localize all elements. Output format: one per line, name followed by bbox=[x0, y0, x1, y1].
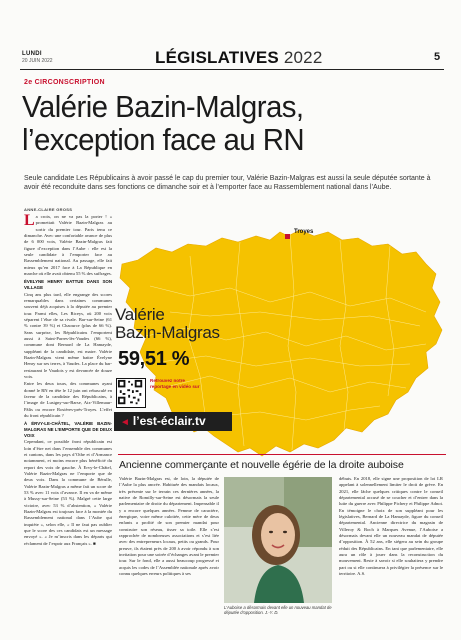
paragraph-4: Cependant, ce possible front républicain est loin d’être net dans l’ensemble des communes et cantons, dans les pays d’Othe et d’Armance notamment, et moins encore plus bénéficié du report des voix de gauche. À Ervy-le-Châtel, Valérie Bazin-Malgras ne l’emporte que de deux voix. Dans la commune de Bérulle, Valérie Bazin-Malgras a même fait un score de 53 % avec 11 voix d’avance. Il en va de même à Mussy-sur-Seine (53 %). Malgré cette large victoire, avec 53 % d’abstention, « Valérie Bazin-Malgras est toujours face à la montée du Rassemblement national dans l’Aube qui inquiète », selon elle, « Il ne faut pas oublier que le score des ces candidats est un message envoyé ». « Je m’inscris dans les départs qui réclament de l’espoir aux Français ». ■ bbox=[24, 439, 112, 546]
subhead-1: ÉVELYNE HENRY BATTUE DANS SON VILLAGE bbox=[24, 279, 112, 290]
header-date: 20 JUIN 2022 bbox=[22, 58, 53, 64]
headline-line-1: Valérie Bazin-Malgras, bbox=[22, 89, 304, 124]
sidebar-article-col-1: Valérie Bazin-Malgras est, de loin, la députée de l’Aube la plus ancrée. Habituée des mandats locaux, très présente sur le terrain ces dernières années, la native de Romilly-sur-Seine est désormais la seule parlementaire de droite du département. Impensable il y a encore quelques années. Femme de caractère, énergique, voire même culottée, cette mère de deux enfants a profité de son premier mandat pour construire son réseau, tisser sa toile. Elle s’est rapprochée de nombreuses associations et s’est liée avec des entrepreneurs locaux, petits ou grands. Pour preuve, ils étaient près de 200 à avoir répondu à son invitation pour une soirée d’échanges avant le premier tour. Sur le fond, elle a aussi beaucoup progressé et acquis les codes de l’Assemblée nationale après avoir connu quelques erreurs politiques à ses bbox=[119, 476, 219, 576]
result-percentage: 59,51 % bbox=[118, 348, 190, 370]
page-number: 5 bbox=[434, 51, 441, 63]
sidebar-article-rule bbox=[118, 454, 446, 455]
headline-line-2: l’exception face au RN bbox=[22, 122, 305, 158]
portrait-photo bbox=[224, 477, 332, 603]
arrow-icon: ◄ bbox=[120, 417, 130, 428]
intro-text: a croix, on ne va pas la porter ! » promettait Valérie Bazin-Malgras au sortir du premier tour. Paris tenu ce dimanche. Avec une confortable avance de plus de 6 000 voix, Valérie Bazin-Malgras fait figure d’exception dans l’Aube : elle est la seule candidate à l’emporter face au Rassemblement national. Au passage, elle fait mieux qu’en 2017 face à La République en marche où elle avait obtenu 55 % des suffrages. bbox=[24, 214, 112, 276]
troyes-marker bbox=[285, 234, 290, 239]
paragraph-2: Cinq ans plus tard, elle engrange des scores remarquables dans certaines communes souvent déjà acquises à la députée au premier tour. Parmi elles, Les Riceys, où 200 voix séparent l’élue de sa rivale. Bar-sur-Seine (61 % contre 39 %) et Chaource (plus de 66 %). Sans surprise, les Républicains l’emportent aussi à Saint-Parres-lès-Vaudes (66 %), commune dont Bernard de La Hamayde, suppléant de la candidate, est maire. Valérie Bazin-Malgras vient même battre Évelyne Henry sur ses terres, à Vaudes. La place du bar-restaurant le Vaudois y est devancée de douze voix. bbox=[24, 291, 112, 379]
candidate-last-name: Bazin-Malgras bbox=[115, 322, 220, 342]
main-article-body bbox=[24, 214, 112, 548]
paragraph-3: Entre les deux tours, des communes ayant donné le RN en tête le 12 juin ont rebasculé en faveur de la candidate des Républicains, à l’image de Lusigny-sur-Barse, Aix-Villemaur-Pâlis ou encore Rosières-près-Troyes. L’effet du front républicain ? bbox=[24, 381, 112, 418]
byline: ANNE-CLAIRE GROSS bbox=[24, 207, 73, 212]
drop-cap: L bbox=[24, 212, 35, 229]
headline bbox=[22, 90, 421, 157]
subhead-2: À ÉRVY-LE-CHÂTEL, VALÉRIE BAZIN-MALGRAS NE L’EMPORTE QUE DE DEUX VOIX bbox=[24, 421, 112, 438]
section-main: LÉGISLATIVES bbox=[155, 48, 279, 67]
kicker: 2e CIRCONSCRIPTION bbox=[24, 79, 105, 86]
header-rule bbox=[20, 69, 444, 70]
qr-code[interactable] bbox=[116, 378, 146, 408]
promo-text: Retrouvez notre reportage en vidéo sur bbox=[150, 378, 200, 389]
sidebar-article-title: Ancienne commerçante et nouvelle égérie de la droite auboise bbox=[119, 459, 404, 471]
chapo: Seule candidate Les Républicains à avoir passé le cap du premier tour, Valérie Bazin-Malgras est aussi la seule députée sortante à avoir été reconduite dans ses fonctions ce dimanche soir et à l’emporter face au Rassemblement national dans l’Aube. bbox=[24, 175, 431, 192]
troyes-label: Troyes bbox=[294, 229, 314, 235]
intro-paragraph bbox=[24, 214, 112, 277]
section-title bbox=[155, 48, 323, 68]
section-year: 2022 bbox=[283, 48, 323, 67]
promo-logo-text: l’est-éclair.tv bbox=[132, 414, 206, 428]
candidate-name bbox=[115, 306, 220, 342]
header-day: LUNDI bbox=[22, 51, 42, 57]
candidate-first-name: Valérie bbox=[115, 305, 165, 324]
sidebar-article-col-3: débuts. En 2018, elle signe une proposition de loi LR appelant à solennellement limiter le droit de grève. En 2021, elle lâche quelques critiques contre le conseil départemental accusé de se coucher et d’entrer dans la lutte du guerre avec Philippe Pichery et Philippe Adnot. En témoigne le choix de son suppléant pour les législatives, Bernard de La Hamayde, figure du conseil départemental. Ancienne directrice du magasin de Villeroy & Boch à Marques Avenue, l’Auboise a désormais devant elle un nouveau mandat de députée d’opposition. À 52 ans, elle siégera au sein du groupe réduit des Républicains. En tant que parlementaire, elle aura un rôle à jouer dans la reconstruction du mouvement. Reste à savoir si elle souhaitera y prendre part ou si elle continuera à privilégier la présence sur le territoire. A.S. bbox=[339, 476, 443, 576]
photo-caption: L’Auboise a désormais devant elle un nouveau mandat de députée d’opposition. J.-Y. D. bbox=[224, 605, 332, 616]
promo-logo[interactable] bbox=[114, 412, 232, 431]
